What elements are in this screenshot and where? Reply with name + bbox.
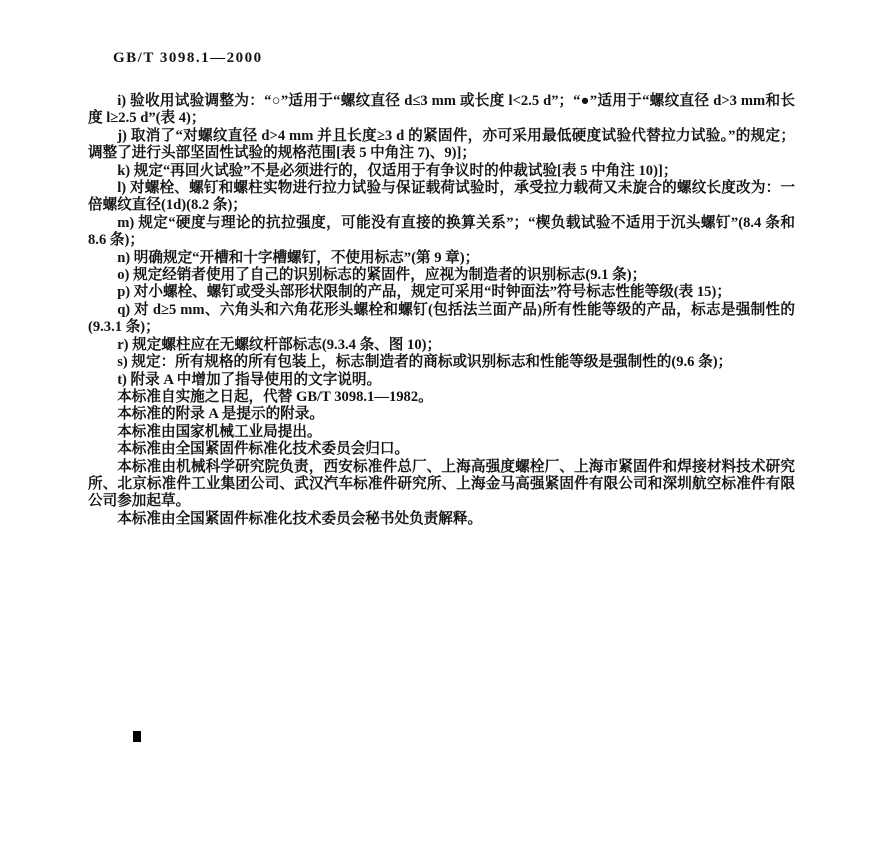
list-item-q: q) 对 d≥5 mm、六角头和六角花形头螺栓和螺钉(包括法兰面产品)所有性能等级的产品，标志是强制性的(9.3.1 条)； xyxy=(88,301,795,336)
list-item-j: j) 取消了“对螺纹直径 d>4 mm 并且长度≥3 d 的紧固件，亦可采用最低硬度试验代替拉力试验。”的规定；调整了进行头部坚固性试验的规格范围[表 5 中角注 7)、9)]； xyxy=(88,127,795,162)
list-item-t: t) 附录 A 中增加了指导使用的文字说明。 xyxy=(117,371,382,388)
paragraph-interpretation: 本标准由全国紧固件标准化技术委员会秘书处负责解释。 xyxy=(117,510,483,527)
list-item-n: n) 明确规定“开槽和十字槽螺钉，不使用标志”(第 9 章)； xyxy=(117,249,480,266)
list-item-s: s) 规定：所有规格的所有包装上，标志制造者的商标或识别标志和性能等级是强制性的(9.6 条)； xyxy=(117,354,733,371)
stray-ink-mark xyxy=(133,731,141,742)
list-item-m: m) 规定“硬度与理论的抗拉强度，可能没有直接的换算关系”；“楔负载试验不适用于沉头螺钉”(8.4 条和 8.6 条)； xyxy=(88,214,795,249)
list-item-l: l) 对螺栓、螺钉和螺柱实物进行拉力试验与保证载荷试验时，承受拉力载荷又未旋合的螺纹长度改为：一倍螺纹直径(1d)(8.2 条)； xyxy=(88,180,795,214)
list-item-k: k) 规定“再回火试验”不是必须进行的，仅适用于有争议时的仲裁试验[表 5 中角注 10)]； xyxy=(117,162,678,179)
standard-number: GB/T 3098.1—2000 xyxy=(113,50,263,66)
paragraph-replaces: 本标准自实施之日起，代替 GB/T 3098.1—1982。 xyxy=(117,388,433,405)
list-item-o: o) 规定经销者使用了自己的识别标志的紧固件，应视为制造者的识别标志(9.1 条)； xyxy=(117,267,647,284)
list-item-r: r) 规定螺柱应在无螺纹杆部标志(9.3.4 条、图 10)； xyxy=(117,336,442,353)
paragraph-drafting-organizations: 本标准由机械科学研究院负责，西安标准件总厂、上海高强度螺栓厂、上海市紧固件和焊接材料技术研究所、北京标准件工业集团公司、武汉汽车标准件研究所、上海金马高强紧固件有限公司和深圳航空标准件有限公司参加起草。 xyxy=(88,458,795,510)
paragraph-centralized-by: 本标准由全国紧固件标准化技术委员会归口。 xyxy=(117,441,410,458)
list-item-i: i) 验收用试验调整为：“○”适用于“螺纹直径 d≤3 mm 或长度 l<2.5 d”；“●”适用于“螺纹直径 d>3 mm和长度 l≥2.5 d”(表 4)； xyxy=(88,93,795,127)
paragraph-proposed-by: 本标准由国家机械工业局提出。 xyxy=(117,423,322,440)
paragraph-appendix: 本标准的附录 A 是提示的附录。 xyxy=(117,406,324,423)
list-item-p: p) 对小螺栓、螺钉或受头部形状限制的产品，规定可采用“时钟面法”符号标志性能等级(表 15)； xyxy=(117,284,731,301)
document-body xyxy=(88,93,795,528)
